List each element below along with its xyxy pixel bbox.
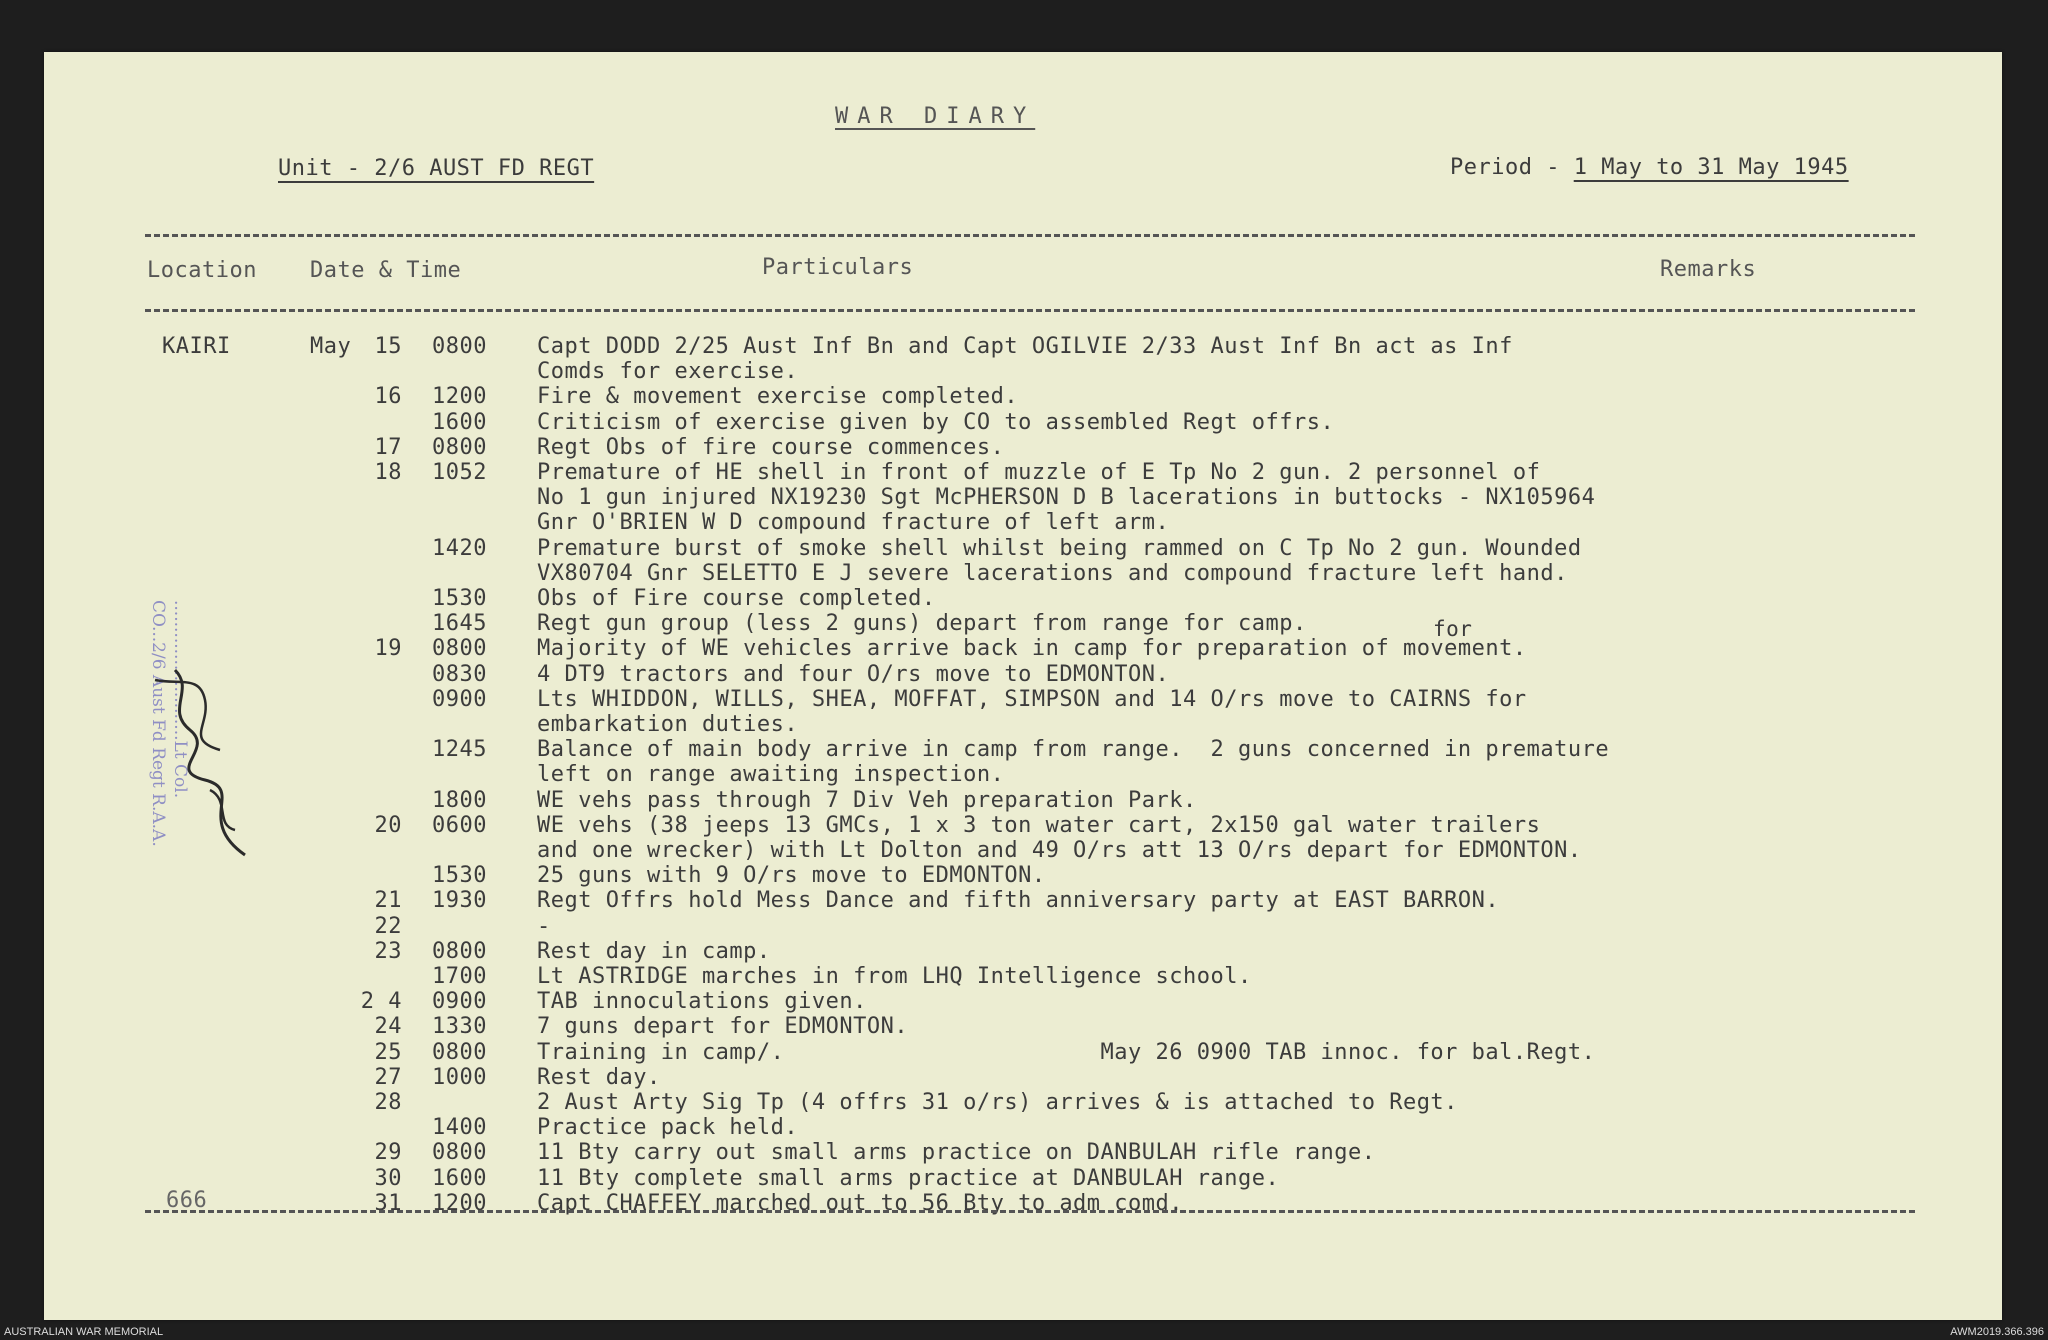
entry-time: 1400 — [432, 1115, 487, 1141]
header-top-rule — [145, 234, 1915, 237]
footer-id: AWM2019.366.396 — [1950, 1326, 2044, 1338]
period-value: 1 May to 31 May 1945 — [1573, 155, 1849, 180]
entry-date: 31 — [374, 1190, 402, 1216]
entry-time: 1700 — [432, 964, 487, 989]
entry-particulars-line: - — [537, 913, 551, 939]
entry-particulars-line: 11 Bty carry out small arms practice on DANBULAH rifle range. — [537, 1140, 1376, 1166]
entry-time: 1600 — [432, 409, 487, 435]
period — [1450, 155, 1849, 180]
entry-date: 23 — [374, 938, 402, 964]
header-bottom-rule — [145, 309, 1915, 312]
entry-particulars-line: WE vehs (38 jeeps 13 GMCs, 1 x 3 ton water cart, 2x150 gal water trailers — [537, 812, 1541, 838]
entry-particulars-line: 25 guns with 9 O/rs move to EDMONTON. — [537, 863, 1046, 889]
entry-date: 20 — [374, 812, 402, 838]
entry-time: 1600 — [432, 1165, 487, 1191]
entry-particulars-line: WE vehs pass through 7 Div Veh preparation Park. — [537, 787, 1197, 813]
entry-time: 0900 — [432, 989, 487, 1015]
entry-particulars-line: 7 guns depart for EDMONTON. — [537, 1014, 909, 1040]
entry-time: 1200 — [432, 1190, 487, 1216]
entry-date: 2 4 — [360, 989, 402, 1015]
document-title: WAR DIARY — [835, 104, 1036, 129]
entry-time: 0800 — [432, 434, 487, 460]
entry-time: 0800 — [432, 636, 487, 662]
page-number: 666 — [166, 1188, 208, 1213]
entry-particulars-line: Capt CHAFFEY marched out to 56 Bty to adm comd. — [537, 1190, 1184, 1216]
entry-particulars-line: Capt DODD 2/25 Aust Inf Bn and Capt OGILVIE 2/33 Aust Inf Bn act as Inf — [537, 334, 1513, 359]
column-remarks: Remarks — [1660, 257, 1757, 282]
entry-particulars-line: Balance of main body arrive in camp from range. 2 guns concerned in premature — [537, 737, 1610, 763]
entry-particulars-line: left on range awaiting inspection. — [537, 762, 1005, 788]
entry-particulars-line: Majority of WE vehicles arrive back in camp for preparation of movement. — [537, 636, 1527, 662]
entry-particulars-line: Lt ASTRIDGE marches in from LHQ Intelligence school. — [537, 964, 1252, 989]
entry-time: 1645 — [432, 611, 487, 637]
footer-source: AUSTRALIAN WAR MEMORIAL — [4, 1326, 164, 1338]
entry-time: 1200 — [432, 384, 487, 410]
column-location: Location — [147, 258, 257, 283]
entry-time: 1000 — [432, 1064, 487, 1090]
entry-particulars-line: embarkation duties. — [537, 712, 799, 737]
entry-time: 0800 — [432, 334, 487, 359]
handwritten-insertion: for — [1433, 617, 1473, 641]
entry-particulars-line: 2 Aust Arty Sig Tp (4 offrs 31 o/rs) arrives & is attached to Regt. — [537, 1090, 1458, 1115]
entry-particulars-line: Rest day in camp. — [537, 938, 771, 964]
entry-particulars-line: Regt Obs of fire course commences. — [537, 434, 1005, 460]
entry-particulars-line: 11 Bty complete small arms practice at DANBULAH range. — [537, 1165, 1280, 1191]
entry-particulars-line: Premature burst of smoke shell whilst being rammed on C Tp No 2 gun. Wounded — [537, 535, 1582, 561]
entry-time: 1330 — [432, 1014, 487, 1040]
entry-time: 1530 — [432, 863, 487, 889]
entry-particulars-line: and one wrecker) with Lt Dolton and 49 O/rs att 13 O/rs depart for EDMONTON. — [537, 838, 1582, 863]
entry-particulars-line: Comds for exercise. — [537, 359, 799, 385]
entry-particulars-line: 4 DT9 tractors and four O/rs move to EDMONTON. — [537, 661, 1170, 687]
entry-particulars-line: Premature of HE shell in front of muzzle of E Tp No 2 gun. 2 personnel of — [537, 460, 1541, 485]
entry-time: 0600 — [432, 812, 487, 838]
entry-time: 1530 — [432, 586, 487, 611]
entry-particulars-line: Criticism of exercise given by CO to assembled Regt offrs. — [537, 409, 1335, 435]
entry-particulars-line: VX80704 Gnr SELETTO E J severe lacerations and compound fracture left hand. — [537, 560, 1568, 586]
column-date-time: Date & Time — [310, 258, 462, 283]
co-stamp-line2: CO...2/6 Aust Fd Regt R.A.A. — [148, 600, 168, 847]
entry-date: 18 — [374, 460, 402, 485]
entry-date: 15 — [374, 334, 402, 359]
entry-date: 19 — [374, 636, 402, 662]
signature — [135, 650, 260, 865]
entry-date: 29 — [374, 1140, 402, 1166]
entry-time: 0800 — [432, 1039, 487, 1065]
entry-time: 0800 — [432, 938, 487, 964]
location-value: KAIRI — [162, 334, 231, 359]
entry-date: 21 — [374, 888, 402, 914]
entry-particulars-line: Regt Offrs hold Mess Dance and fifth anniversary party at EAST BARRON. — [537, 888, 1500, 914]
entry-particulars-line: Fire & movement exercise completed. — [537, 384, 1019, 410]
entry-time: 0900 — [432, 686, 487, 712]
entry-date: 16 — [374, 384, 402, 410]
entry-date: 28 — [374, 1090, 402, 1115]
entry-time: 0800 — [432, 1140, 487, 1166]
month-value: May — [310, 334, 352, 359]
entry-particulars-line: TAB innoculations given. — [537, 989, 867, 1015]
entry-date: 27 — [374, 1064, 402, 1090]
entry-date: 24 — [374, 1014, 402, 1040]
entry-particulars-line: No 1 gun injured NX19230 Sgt McPHERSON D B lacerations in buttocks - NX105964 — [537, 485, 1596, 511]
column-particulars: Particulars — [762, 255, 914, 280]
entry-time: 1800 — [432, 787, 487, 813]
period-label: Period - — [1450, 155, 1574, 180]
entry-time: 1930 — [432, 888, 487, 914]
entry-particulars-line: Lts WHIDDON, WILLS, SHEA, MOFFAT, SIMPSON and 14 O/rs move to CAIRNS for — [537, 686, 1527, 712]
entry-particulars-line: Practice pack held. — [537, 1115, 799, 1141]
entry-date: 17 — [374, 434, 402, 460]
unit-label: Unit - 2/6 AUST FD REGT — [278, 156, 595, 181]
entry-date: 22 — [374, 913, 402, 939]
footer-rule — [145, 1210, 1915, 1213]
entry-date: 25 — [374, 1039, 402, 1065]
entry-time: 1420 — [432, 535, 487, 561]
entry-time: 0830 — [432, 661, 487, 687]
entry-particulars-line: Training in camp/. May 26 0900 TAB innoc. for bal.Regt. — [537, 1039, 1596, 1065]
entry-particulars-line: Obs of Fire course completed. — [537, 586, 936, 611]
entry-particulars-line: Rest day. — [537, 1064, 661, 1090]
entry-time: 1052 — [432, 460, 487, 485]
co-stamp-line1: ..........................Lt Col. — [170, 600, 190, 799]
entry-date: 30 — [374, 1165, 402, 1191]
entry-particulars-line: Gnr O'BRIEN W D compound fracture of left arm. — [537, 510, 1170, 536]
entry-time: 1245 — [432, 737, 487, 763]
entry-particulars-line: Regt gun group (less 2 guns) depart from range for camp. — [537, 611, 1307, 637]
